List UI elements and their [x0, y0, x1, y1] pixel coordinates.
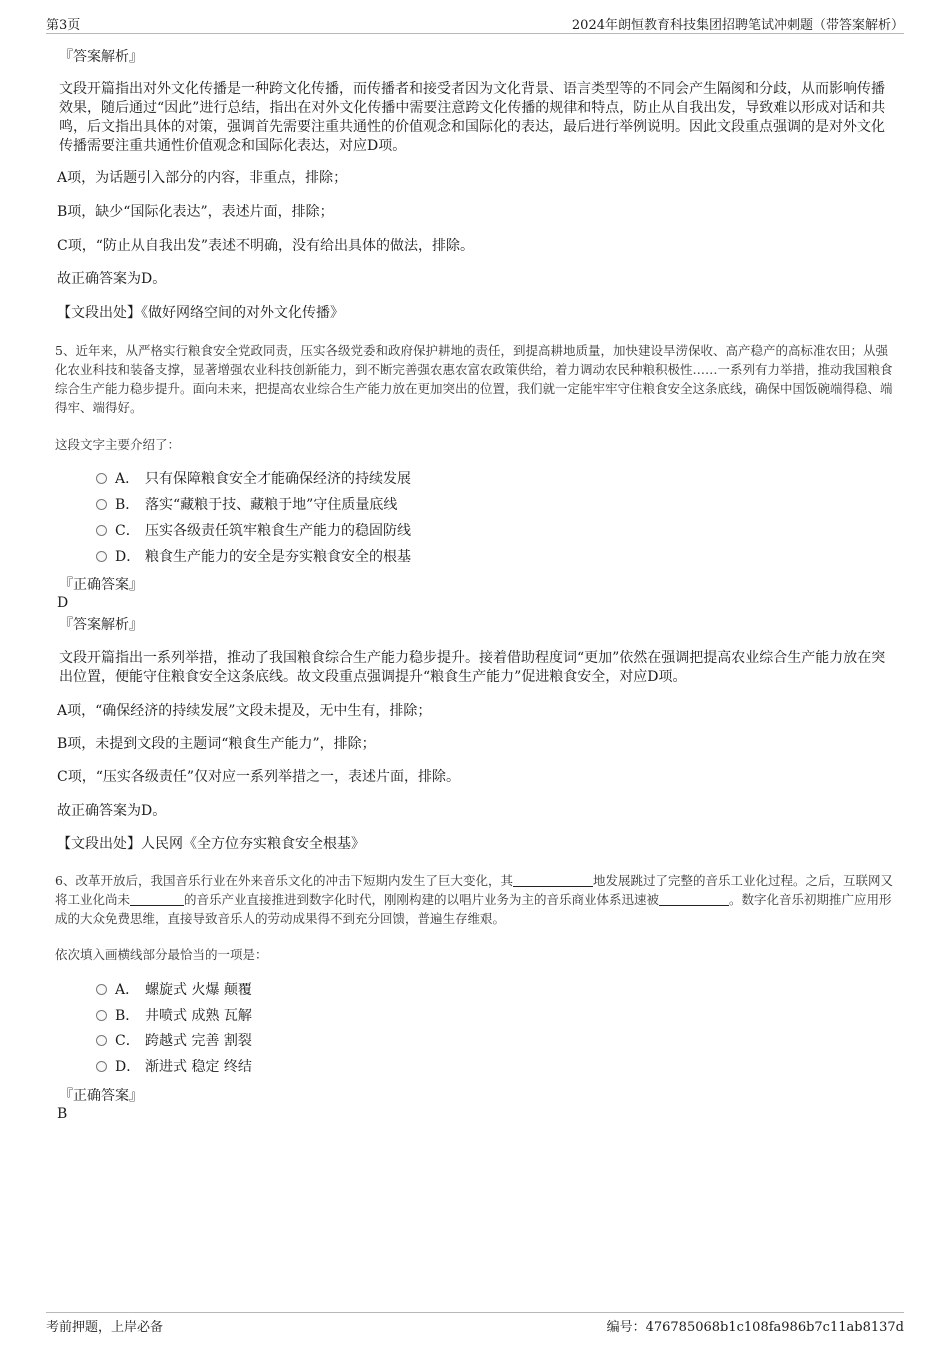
- q4-source: 【文段出处】《做好网络空间的对外文化传播》: [57, 305, 344, 321]
- q4-conclusion: 故正确答案为D。: [57, 271, 167, 287]
- q5-option-b[interactable]: B． 落实“藏粮于技、藏粮于地”守住质量底线: [96, 496, 397, 515]
- q4-option-c-note: C项，“防止从自我出发”表述不明确，没有给出具体的做法，排除。: [57, 238, 475, 254]
- radio-icon[interactable]: [96, 525, 107, 536]
- q6-question-text: 6、改革开放后，我国音乐行业在外来音乐文化的冲击下短期内发生了巨大变化，其 地发展跳过了完整的音乐工业化过程。之后，互联网又将工业化尚未 的音乐产业直接推进到数字化时代，刚刚构建的以唱片业务为主的音乐商业体系迅速被 。数字化音乐初期推广应用形成的大众免费思维，直接导致音乐人的劳动成果得不到充分回馈，普遍生存维艰。: [55, 873, 893, 926]
- fill-blank-1[interactable]: [513, 872, 593, 887]
- q6-answer: B: [57, 1106, 68, 1122]
- q5-analysis-text: 文段开篇指出一系列举措，推动了我国粮食综合生产能力稳步提升。接着借助程度词“更加”依然在强调把提高农业综合生产能力放在突出位置，便能守住粮食安全这条底线。故文段重点强调提升“粮食生产能力”促进粮食安全，对应D项。: [59, 650, 886, 685]
- document-title: 2024年朗恒教育科技集团招聘笔试冲刺题（带答案解析）: [571, 18, 904, 33]
- footer-slogan: 考前押题，上岸必备: [46, 1320, 164, 1335]
- q4-option-a-note: A项，为话题引入部分的内容，非重点，排除；: [57, 170, 348, 186]
- q6-option-d[interactable]: D． 渐进式 稳定 终结: [96, 1058, 252, 1077]
- q6-option-b[interactable]: B． 井喷式 成熟 瓦解: [96, 1007, 252, 1026]
- q5-analysis-label: 『答案解析』: [59, 617, 143, 633]
- q6-option-a[interactable]: A． 螺旋式 火爆 颠覆: [96, 981, 252, 1000]
- q6-prompt: 依次填入画横线部分最恰当的一项是：: [55, 947, 268, 962]
- q4-analysis-text: 文段开篇指出对外文化传播是一种跨文化传播，而传播者和接受者因为文化背景、语言类型等的不同会产生隔阂和分歧，从而影响传播效果，随后通过“因此”进行总结，指出在对外文化传播中需要注意跨文化传播的规律和特点，防止从自我出发，导致难以形成对话和共鸣，后文指出具体的对策，强调首先需要注重共通性的价值观念和国际化的表达，最后进行举例说明。因此文段重点强调的是对外文化传播需要注重共通性价值观念和国际化表达，对应D项。: [59, 81, 886, 154]
- q5-option-c-note: C项，“压实各级责任”仅对应一系列举措之一，表述片面，排除。: [57, 769, 461, 785]
- page-number: 第3页: [46, 18, 81, 33]
- q5-option-b-note: B项，未提到文段的主题词“粮食生产能力”，排除；: [57, 736, 376, 752]
- q5-option-d[interactable]: D． 粮食生产能力的安全是夯实粮食安全的根基: [96, 548, 411, 567]
- radio-icon[interactable]: [96, 473, 107, 484]
- q5-prompt: 这段文字主要介绍了：: [55, 437, 181, 452]
- radio-icon[interactable]: [96, 1061, 107, 1072]
- q5-option-a[interactable]: A． 只有保障粮食安全才能确保经济的持续发展: [96, 470, 411, 489]
- radio-icon[interactable]: [96, 1035, 107, 1046]
- page-header: [46, 14, 904, 32]
- radio-icon[interactable]: [96, 1010, 107, 1021]
- radio-icon[interactable]: [96, 499, 107, 510]
- page-footer: [46, 1316, 904, 1334]
- q5-conclusion: 故正确答案为D。: [57, 803, 167, 819]
- q5-option-a-note: A项，“确保经济的持续发展”文段未提及，无中生有，排除；: [57, 703, 432, 719]
- q5-answer-label: 『正确答案』: [59, 577, 143, 593]
- q6-option-c[interactable]: C． 跨越式 完善 割裂: [96, 1032, 252, 1051]
- q4-option-b-note: B项，缺少“国际化表达”，表述片面，排除；: [57, 204, 334, 220]
- q5-option-c[interactable]: C． 压实各级责任筑牢粮食生产能力的稳固防线: [96, 522, 411, 541]
- fill-blank-2[interactable]: [130, 891, 184, 906]
- q5-answer: D: [57, 595, 69, 611]
- q5-question-text: 5、近年来，从严格实行粮食安全党政同责，压实各级党委和政府保护耕地的责任，到提高耕地质量，加快建设旱涝保收、高产稳产的高标准农田；从强化农业科技和装备支撑，显著增强农业科技创新能力，到不断完善强农惠农富农政策供给，着力调动农民种粮积极性……一系列有力举措，推动我国粮食综合生产能力稳步提升。面向未来，把提高农业综合生产能力放在更加突出的位置，我们就一定能牢牢守住粮食安全这条底线，确保中国饭碗端得稳、端得牢、端得好。: [55, 343, 893, 415]
- q5-source: 【文段出处】人民网《全方位夯实粮食安全根基》: [57, 836, 365, 852]
- fill-blank-3[interactable]: [659, 891, 729, 906]
- document-id: 编号：476785068b1c108fa986b7c11ab8137d: [606, 1320, 904, 1335]
- radio-icon[interactable]: [96, 551, 107, 562]
- radio-icon[interactable]: [96, 984, 107, 995]
- q4-analysis-label: 『答案解析』: [59, 49, 143, 65]
- q6-answer-label: 『正确答案』: [59, 1088, 143, 1104]
- footer-divider: [46, 1312, 904, 1313]
- header-divider: [46, 33, 904, 34]
